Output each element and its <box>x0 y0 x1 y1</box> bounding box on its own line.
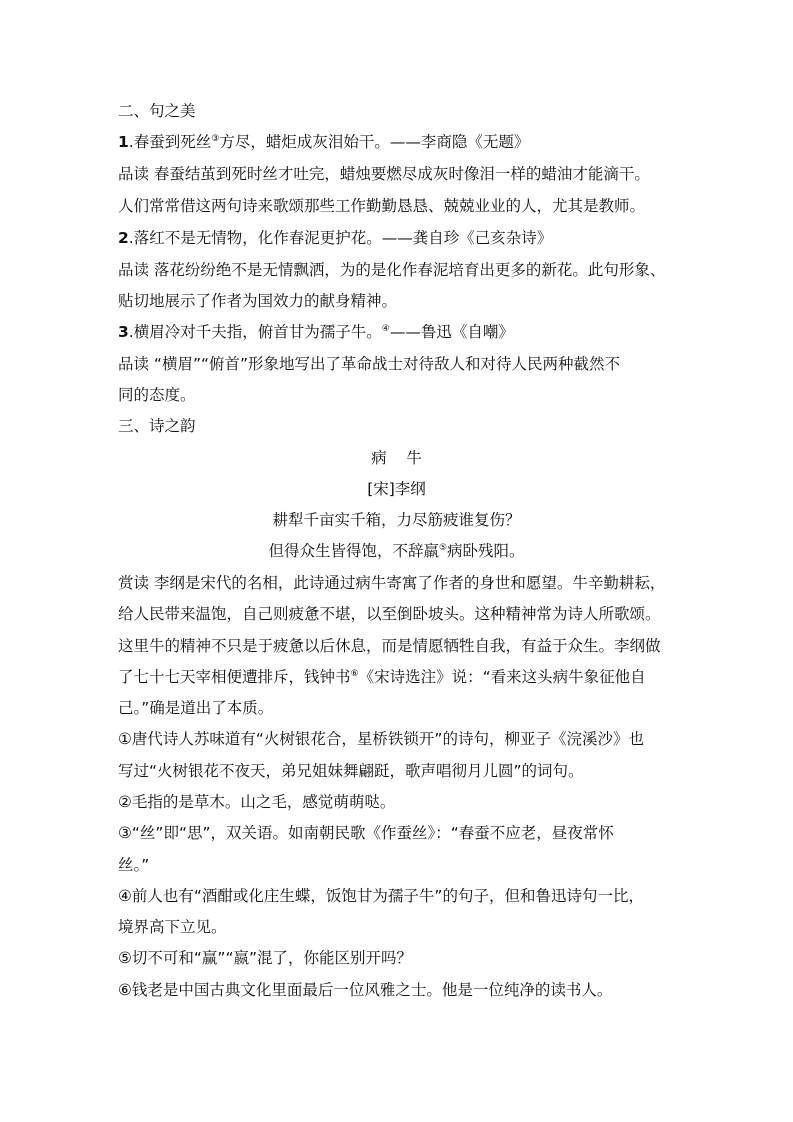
footnote-4-line-1: ④前人也有“酒酣或化庄生蝶，饭饱甘为孺子牛”的句子，但和鲁迅诗句一比， <box>118 887 644 905</box>
footnote-3-line-2: 丝。” <box>118 856 150 874</box>
quote-2-number: 2 <box>118 229 129 247</box>
footnote-1-line-1: ①唐代诗人苏味道有“火树银花合，星桥铁锁开”的诗句，柳亚子《浣溪沙》也 <box>118 730 644 748</box>
section-heading-sentences: 二、句之美 <box>118 102 196 120</box>
footnote-mark: ③ <box>211 134 220 144</box>
poem-line-1: 耕犁千亩实千箱，力尽筋疲谁复伤？ <box>272 511 521 529</box>
footnote-5: ⑤切不可和“赢”“嬴”混了，你能区别开吗？ <box>118 949 413 967</box>
section-heading-poem: 三、诗之韵 <box>118 417 196 435</box>
reading-3-line-2: 同的态度。 <box>118 386 196 404</box>
reading-3-line-1: 品读 “横眉”“俯首”形象地写出了革命战士对待敌人和对待人民两种截然不 <box>118 355 621 373</box>
poem-line-2: 但得众生皆得饱，不辞羸⑤病卧残阳。 <box>268 542 525 560</box>
quote-2: 2.落红不是无情物，化作春泥更护花。——龚自珍《己亥杂诗》 <box>118 229 553 247</box>
reading-2-line-1: 品读 落花纷纷绝不是无情飘洒，为的是化作春泥培育出更多的新花。此句形象、 <box>118 261 666 279</box>
appreciation-line-3: 这里牛的精神不只是于疲惫以后休息，而是情愿牺牲自我，有益于众生。李纲做 <box>118 637 661 655</box>
footnote-mark: ⑥ <box>350 669 359 679</box>
appreciation-line-1: 赏读 李纲是宋代的名相，此诗通过病牛寄寓了作者的身世和愿望。牛辛勤耕耘， <box>118 574 666 592</box>
footnote-mark: ⑤ <box>438 543 448 553</box>
footnote-6: ⑥钱老是中国古典文化里面最后一位风雅之士。他是一位纯净的读书人。 <box>118 981 613 999</box>
quote-3: 3.横眉冷对千夫指，俯首甘为孺子牛。④——鲁迅《自嘲》 <box>118 323 514 341</box>
footnote-2: ②毛指的是草木。山之毛，感觉萌萌哒。 <box>118 793 396 811</box>
poem-author: [宋]李纲 <box>367 480 426 498</box>
quote-1: 1.春蚕到死丝③方尽，蜡炬成灰泪始干。——李商隐《无题》 <box>118 133 530 151</box>
appreciation-line-5: 己。”确是道出了本质。 <box>118 699 274 717</box>
footnote-4-line-2: 境界高下立见。 <box>118 918 227 936</box>
footnote-mark: ④ <box>381 324 390 334</box>
footnote-1-line-2: 写过“火树银花不夜天，弟兄姐妹舞翩跹，歌声唱彻月儿圆”的词句。 <box>118 762 584 780</box>
appreciation-line-4: 了七十七天宰相便遭排斥，钱钟书⑥《宋诗选注》说：“看来这头病牛象征他自 <box>118 668 646 686</box>
quote-1-number: 1 <box>118 133 129 151</box>
poem-title: 病 牛 <box>371 449 422 467</box>
footnote-3-line-1: ③“丝”即“思”，双关语。如南朝民歌《作蚕丝》：“春蚕不应老，昼夜常怀 <box>118 824 614 842</box>
appreciation-line-2: 给人民带来温饱，自己则疲惫不堪，以至倒卧坡头。这种精神常为诗人所歌颂。 <box>118 605 661 623</box>
reading-1-line-2: 人们常常借这两句诗来歌颂那些工作勤勤恳恳、兢兢业业的人，尤其是教师。 <box>118 197 646 215</box>
reading-1-line-1: 品读 春蚕结茧到死时丝才吐完，蜡烛要燃尽成灰时像泪一样的蜡油才能滴干。 <box>118 165 650 183</box>
reading-2-line-2: 贴切地展示了作者为国效力的献身精神。 <box>118 292 398 310</box>
quote-3-number: 3 <box>118 323 129 341</box>
